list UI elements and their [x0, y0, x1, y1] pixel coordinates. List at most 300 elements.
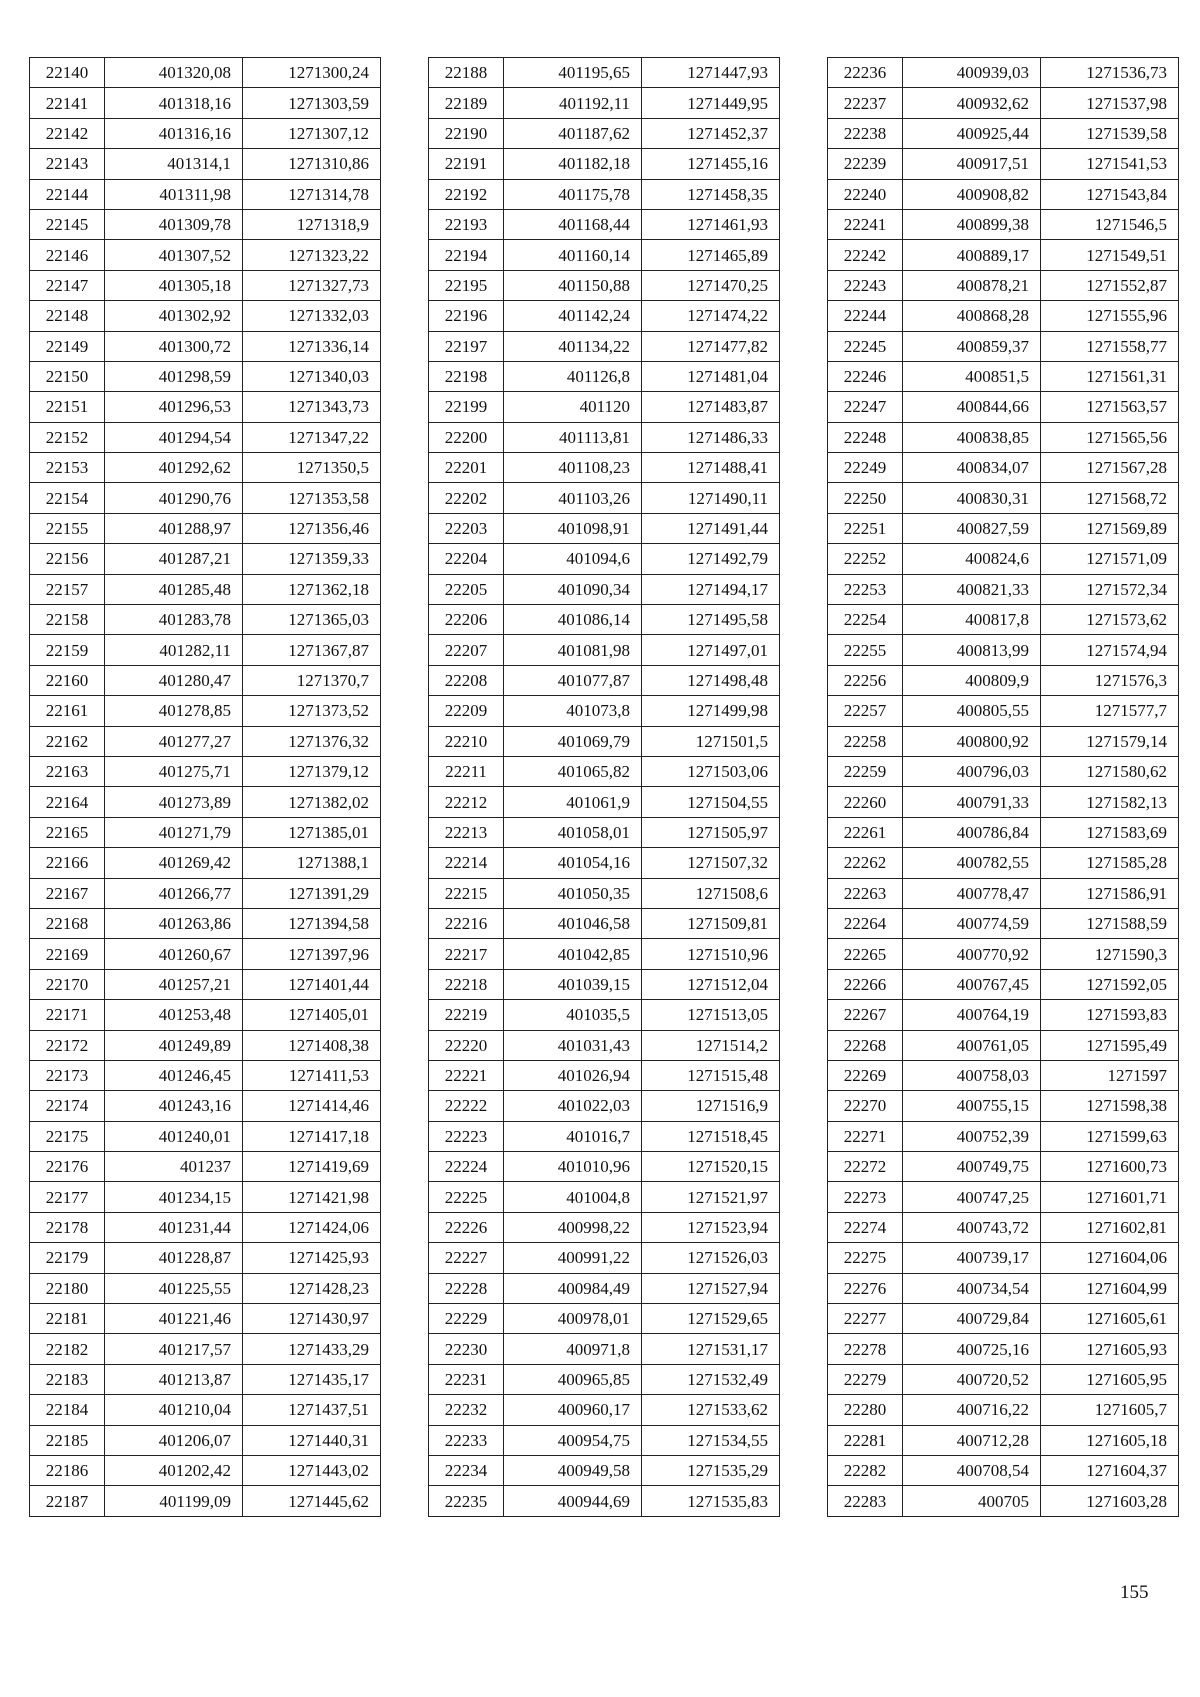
- point-number-cell: 22215: [429, 878, 504, 908]
- y-coordinate-cell: 1271447,93: [642, 58, 780, 88]
- table-row: [30, 665, 381, 695]
- x-coordinate-cell: 401294,54: [105, 422, 243, 452]
- y-coordinate-cell: 1271449,95: [642, 88, 780, 118]
- x-coordinate-cell: 400851,5: [903, 361, 1041, 391]
- table-row: [429, 544, 780, 574]
- point-number-cell: 22259: [828, 756, 903, 786]
- x-coordinate-cell: 401103,26: [504, 483, 642, 513]
- table-row: [30, 209, 381, 239]
- y-coordinate-cell: 1271411,53: [243, 1060, 381, 1090]
- table-row: [828, 1273, 1179, 1303]
- x-coordinate-cell: 401283,78: [105, 605, 243, 635]
- point-number-cell: 22204: [429, 544, 504, 574]
- y-coordinate-cell: 1271580,62: [1041, 756, 1179, 786]
- x-coordinate-cell: 400917,51: [903, 149, 1041, 179]
- table-row: [828, 1030, 1179, 1060]
- page-number: 155: [1120, 1582, 1149, 1603]
- y-coordinate-cell: 1271353,58: [243, 483, 381, 513]
- y-coordinate-cell: 1271529,65: [642, 1304, 780, 1334]
- y-coordinate-cell: 1271565,56: [1041, 422, 1179, 452]
- point-number-cell: 22247: [828, 392, 903, 422]
- point-number-cell: 22161: [30, 696, 105, 726]
- y-coordinate-cell: 1271597: [1041, 1060, 1179, 1090]
- x-coordinate-cell: 401142,24: [504, 301, 642, 331]
- x-coordinate-cell: 400796,03: [903, 756, 1041, 786]
- table-row: [429, 331, 780, 361]
- point-number-cell: 22205: [429, 574, 504, 604]
- y-coordinate-cell: 1271515,48: [642, 1060, 780, 1090]
- x-coordinate-cell: 401266,77: [105, 878, 243, 908]
- table-row: [30, 1364, 381, 1394]
- point-number-cell: 22174: [30, 1091, 105, 1121]
- y-coordinate-cell: 1271532,49: [642, 1364, 780, 1394]
- y-coordinate-cell: 1271563,57: [1041, 392, 1179, 422]
- x-coordinate-cell: 401213,87: [105, 1364, 243, 1394]
- y-coordinate-cell: 1271370,7: [243, 665, 381, 695]
- y-coordinate-cell: 1271592,05: [1041, 969, 1179, 999]
- point-number-cell: 22154: [30, 483, 105, 513]
- y-coordinate-cell: 1271437,51: [243, 1395, 381, 1425]
- table-row: [30, 1425, 381, 1455]
- y-coordinate-cell: 1271514,2: [642, 1030, 780, 1060]
- y-coordinate-cell: 1271376,32: [243, 726, 381, 756]
- point-number-cell: 22222: [429, 1091, 504, 1121]
- x-coordinate-cell: 401260,67: [105, 939, 243, 969]
- table-row: [30, 605, 381, 635]
- point-number-cell: 22171: [30, 1000, 105, 1030]
- x-coordinate-cell: 400739,17: [903, 1243, 1041, 1273]
- point-number-cell: 22274: [828, 1212, 903, 1242]
- x-coordinate-cell: 401314,1: [105, 149, 243, 179]
- table-row: [429, 301, 780, 331]
- table-row: [429, 270, 780, 300]
- point-number-cell: 22145: [30, 209, 105, 239]
- point-number-cell: 22241: [828, 209, 903, 239]
- y-coordinate-cell: 1271516,9: [642, 1091, 780, 1121]
- point-number-cell: 22242: [828, 240, 903, 270]
- point-number-cell: 22172: [30, 1030, 105, 1060]
- table-row: [429, 1273, 780, 1303]
- point-number-cell: 22230: [429, 1334, 504, 1364]
- x-coordinate-cell: 400949,58: [504, 1455, 642, 1485]
- y-coordinate-cell: 1271382,02: [243, 787, 381, 817]
- point-number-cell: 22212: [429, 787, 504, 817]
- point-number-cell: 22148: [30, 301, 105, 331]
- y-coordinate-cell: 1271433,29: [243, 1334, 381, 1364]
- table-row: [429, 878, 780, 908]
- x-coordinate-cell: 401225,55: [105, 1273, 243, 1303]
- table-row: [828, 1243, 1179, 1273]
- table-row: [30, 1273, 381, 1303]
- coordinate-table-left: [29, 57, 381, 1517]
- y-coordinate-cell: 1271604,37: [1041, 1455, 1179, 1485]
- y-coordinate-cell: 1271546,5: [1041, 209, 1179, 239]
- table-row: [828, 392, 1179, 422]
- x-coordinate-cell: 401269,42: [105, 848, 243, 878]
- x-coordinate-cell: 401058,01: [504, 817, 642, 847]
- x-coordinate-cell: 400767,45: [903, 969, 1041, 999]
- x-coordinate-cell: 401206,07: [105, 1425, 243, 1455]
- x-coordinate-cell: 401160,14: [504, 240, 642, 270]
- point-number-cell: 22199: [429, 392, 504, 422]
- point-number-cell: 22228: [429, 1273, 504, 1303]
- x-coordinate-cell: 401004,8: [504, 1182, 642, 1212]
- table-row: [429, 605, 780, 635]
- y-coordinate-cell: 1271590,3: [1041, 939, 1179, 969]
- point-number-cell: 22240: [828, 179, 903, 209]
- y-coordinate-cell: 1271605,95: [1041, 1364, 1179, 1394]
- y-coordinate-cell: 1271452,37: [642, 118, 780, 148]
- table-row: [30, 1486, 381, 1516]
- y-coordinate-cell: 1271425,93: [243, 1243, 381, 1273]
- y-coordinate-cell: 1271408,38: [243, 1030, 381, 1060]
- table-row: [828, 1304, 1179, 1334]
- x-coordinate-cell: 401311,98: [105, 179, 243, 209]
- point-number-cell: 22266: [828, 969, 903, 999]
- table-row: [429, 483, 780, 513]
- x-coordinate-cell: 401318,16: [105, 88, 243, 118]
- point-number-cell: 22281: [828, 1425, 903, 1455]
- y-coordinate-cell: 1271488,41: [642, 453, 780, 483]
- x-coordinate-cell: 400755,15: [903, 1091, 1041, 1121]
- x-coordinate-cell: 401050,35: [504, 878, 642, 908]
- table-row: [30, 88, 381, 118]
- x-coordinate-cell: 401309,78: [105, 209, 243, 239]
- point-number-cell: 22169: [30, 939, 105, 969]
- table-row: [429, 1121, 780, 1151]
- table-row: [30, 908, 381, 938]
- point-number-cell: 22201: [429, 453, 504, 483]
- y-coordinate-cell: 1271512,04: [642, 969, 780, 999]
- point-number-cell: 22273: [828, 1182, 903, 1212]
- y-coordinate-cell: 1271571,09: [1041, 544, 1179, 574]
- y-coordinate-cell: 1271508,6: [642, 878, 780, 908]
- y-coordinate-cell: 1271314,78: [243, 179, 381, 209]
- table-row: [828, 817, 1179, 847]
- x-coordinate-cell: 400939,03: [903, 58, 1041, 88]
- point-number-cell: 22223: [429, 1121, 504, 1151]
- table-row: [828, 939, 1179, 969]
- table-row: [30, 817, 381, 847]
- table-row: [429, 908, 780, 938]
- table-row: [30, 58, 381, 88]
- point-number-cell: 22142: [30, 118, 105, 148]
- x-coordinate-cell: 400821,33: [903, 574, 1041, 604]
- y-coordinate-cell: 1271536,73: [1041, 58, 1179, 88]
- x-coordinate-cell: 401175,78: [504, 179, 642, 209]
- point-number-cell: 22214: [429, 848, 504, 878]
- y-coordinate-cell: 1271527,94: [642, 1273, 780, 1303]
- x-coordinate-cell: 400824,6: [903, 544, 1041, 574]
- y-coordinate-cell: 1271605,18: [1041, 1425, 1179, 1455]
- point-number-cell: 22238: [828, 118, 903, 148]
- point-number-cell: 22276: [828, 1273, 903, 1303]
- table-row: [828, 331, 1179, 361]
- x-coordinate-cell: 400889,17: [903, 240, 1041, 270]
- table-row: [429, 1425, 780, 1455]
- y-coordinate-cell: 1271555,96: [1041, 301, 1179, 331]
- x-coordinate-cell: 400800,92: [903, 726, 1041, 756]
- point-number-cell: 22149: [30, 331, 105, 361]
- point-number-cell: 22155: [30, 513, 105, 543]
- x-coordinate-cell: 401090,34: [504, 574, 642, 604]
- x-coordinate-cell: 401168,44: [504, 209, 642, 239]
- y-coordinate-cell: 1271583,69: [1041, 817, 1179, 847]
- x-coordinate-cell: 400758,03: [903, 1060, 1041, 1090]
- table-row: [429, 1000, 780, 1030]
- table-row: [828, 1121, 1179, 1151]
- table-row: [429, 939, 780, 969]
- point-number-cell: 22195: [429, 270, 504, 300]
- point-number-cell: 22144: [30, 179, 105, 209]
- y-coordinate-cell: 1271585,28: [1041, 848, 1179, 878]
- y-coordinate-cell: 1271430,97: [243, 1304, 381, 1334]
- point-number-cell: 22232: [429, 1395, 504, 1425]
- x-coordinate-cell: 400971,8: [504, 1334, 642, 1364]
- point-number-cell: 22197: [429, 331, 504, 361]
- y-coordinate-cell: 1271595,49: [1041, 1030, 1179, 1060]
- table-row: [828, 574, 1179, 604]
- x-coordinate-cell: 400978,01: [504, 1304, 642, 1334]
- point-number-cell: 22229: [429, 1304, 504, 1334]
- y-coordinate-cell: 1271568,72: [1041, 483, 1179, 513]
- table-row: [828, 1364, 1179, 1394]
- x-coordinate-cell: 400770,92: [903, 939, 1041, 969]
- table-row: [828, 179, 1179, 209]
- point-number-cell: 22280: [828, 1395, 903, 1425]
- table-row: [429, 422, 780, 452]
- table-row: [828, 1091, 1179, 1121]
- table-row: [30, 1304, 381, 1334]
- table-row: [429, 665, 780, 695]
- table-row: [828, 118, 1179, 148]
- x-coordinate-cell: 401320,08: [105, 58, 243, 88]
- point-number-cell: 22250: [828, 483, 903, 513]
- point-number-cell: 22182: [30, 1334, 105, 1364]
- x-coordinate-cell: 400720,52: [903, 1364, 1041, 1394]
- x-coordinate-cell: 401275,71: [105, 756, 243, 786]
- point-number-cell: 22163: [30, 756, 105, 786]
- x-coordinate-cell: 401257,21: [105, 969, 243, 999]
- table-row: [828, 240, 1179, 270]
- x-coordinate-cell: 400944,69: [504, 1486, 642, 1516]
- table-row: [30, 544, 381, 574]
- point-number-cell: 22151: [30, 392, 105, 422]
- table-row: [828, 58, 1179, 88]
- y-coordinate-cell: 1271414,46: [243, 1091, 381, 1121]
- point-number-cell: 22220: [429, 1030, 504, 1060]
- y-coordinate-cell: 1271601,71: [1041, 1182, 1179, 1212]
- x-coordinate-cell: 401277,27: [105, 726, 243, 756]
- y-coordinate-cell: 1271477,82: [642, 331, 780, 361]
- x-coordinate-cell: 400984,49: [504, 1273, 642, 1303]
- x-coordinate-cell: 400774,59: [903, 908, 1041, 938]
- y-coordinate-cell: 1271307,12: [243, 118, 381, 148]
- table-row: [828, 1212, 1179, 1242]
- y-coordinate-cell: 1271520,15: [642, 1152, 780, 1182]
- point-number-cell: 22263: [828, 878, 903, 908]
- table-row: [828, 605, 1179, 635]
- x-coordinate-cell: 400734,54: [903, 1273, 1041, 1303]
- table-row: [30, 240, 381, 270]
- point-number-cell: 22244: [828, 301, 903, 331]
- x-coordinate-cell: 401195,65: [504, 58, 642, 88]
- table-row: [30, 179, 381, 209]
- y-coordinate-cell: 1271510,96: [642, 939, 780, 969]
- y-coordinate-cell: 1271303,59: [243, 88, 381, 118]
- point-number-cell: 22146: [30, 240, 105, 270]
- table-row: [828, 908, 1179, 938]
- table-row: [429, 726, 780, 756]
- table-row: [828, 1486, 1179, 1516]
- y-coordinate-cell: 1271483,87: [642, 392, 780, 422]
- table-row: [429, 1182, 780, 1212]
- x-coordinate-cell: 401287,21: [105, 544, 243, 574]
- point-number-cell: 22189: [429, 88, 504, 118]
- table-row: [828, 1000, 1179, 1030]
- y-coordinate-cell: 1271379,12: [243, 756, 381, 786]
- point-number-cell: 22206: [429, 605, 504, 635]
- x-coordinate-cell: 401126,8: [504, 361, 642, 391]
- table-row: [30, 635, 381, 665]
- y-coordinate-cell: 1271417,18: [243, 1121, 381, 1151]
- y-coordinate-cell: 1271356,46: [243, 513, 381, 543]
- point-number-cell: 22152: [30, 422, 105, 452]
- point-number-cell: 22147: [30, 270, 105, 300]
- y-coordinate-cell: 1271533,62: [642, 1395, 780, 1425]
- y-coordinate-cell: 1271535,83: [642, 1486, 780, 1516]
- point-number-cell: 22188: [429, 58, 504, 88]
- x-coordinate-cell: 400747,25: [903, 1182, 1041, 1212]
- y-coordinate-cell: 1271541,53: [1041, 149, 1179, 179]
- x-coordinate-cell: 400716,22: [903, 1395, 1041, 1425]
- table-row: [828, 878, 1179, 908]
- table-row: [30, 1091, 381, 1121]
- table-row: [30, 696, 381, 726]
- point-number-cell: 22162: [30, 726, 105, 756]
- y-coordinate-cell: 1271455,16: [642, 149, 780, 179]
- y-coordinate-cell: 1271526,03: [642, 1243, 780, 1273]
- point-number-cell: 22224: [429, 1152, 504, 1182]
- point-number-cell: 22175: [30, 1121, 105, 1151]
- point-number-cell: 22186: [30, 1455, 105, 1485]
- point-number-cell: 22140: [30, 58, 105, 88]
- point-number-cell: 22245: [828, 331, 903, 361]
- y-coordinate-cell: 1271579,14: [1041, 726, 1179, 756]
- x-coordinate-cell: 401280,47: [105, 665, 243, 695]
- x-coordinate-cell: 401249,89: [105, 1030, 243, 1060]
- y-coordinate-cell: 1271486,33: [642, 422, 780, 452]
- table-row: [30, 361, 381, 391]
- point-number-cell: 22233: [429, 1425, 504, 1455]
- table-row: [429, 88, 780, 118]
- table-row: [30, 149, 381, 179]
- x-coordinate-cell: 401298,59: [105, 361, 243, 391]
- y-coordinate-cell: 1271537,98: [1041, 88, 1179, 118]
- x-coordinate-cell: 400805,55: [903, 696, 1041, 726]
- table-row: [429, 1304, 780, 1334]
- y-coordinate-cell: 1271343,73: [243, 392, 381, 422]
- y-coordinate-cell: 1271490,11: [642, 483, 780, 513]
- x-coordinate-cell: 401217,57: [105, 1334, 243, 1364]
- x-coordinate-cell: 401061,9: [504, 787, 642, 817]
- point-number-cell: 22282: [828, 1455, 903, 1485]
- x-coordinate-cell: 401290,76: [105, 483, 243, 513]
- x-coordinate-cell: 401022,03: [504, 1091, 642, 1121]
- y-coordinate-cell: 1271347,22: [243, 422, 381, 452]
- x-coordinate-cell: 400859,37: [903, 331, 1041, 361]
- y-coordinate-cell: 1271405,01: [243, 1000, 381, 1030]
- table-row: [30, 848, 381, 878]
- table-row: [30, 1243, 381, 1273]
- y-coordinate-cell: 1271501,5: [642, 726, 780, 756]
- table-row: [429, 453, 780, 483]
- x-coordinate-cell: 400827,59: [903, 513, 1041, 543]
- x-coordinate-cell: 401086,14: [504, 605, 642, 635]
- table-row: [30, 301, 381, 331]
- table-row: [828, 301, 1179, 331]
- point-number-cell: 22253: [828, 574, 903, 604]
- y-coordinate-cell: 1271474,22: [642, 301, 780, 331]
- x-coordinate-cell: 401031,43: [504, 1030, 642, 1060]
- y-coordinate-cell: 1271574,94: [1041, 635, 1179, 665]
- table-row: [828, 209, 1179, 239]
- point-number-cell: 22219: [429, 1000, 504, 1030]
- table-row: [30, 1152, 381, 1182]
- table-row: [828, 1425, 1179, 1455]
- x-coordinate-cell: 401253,48: [105, 1000, 243, 1030]
- table-row: [828, 1182, 1179, 1212]
- x-coordinate-cell: 401240,01: [105, 1121, 243, 1151]
- table-row: [828, 361, 1179, 391]
- point-number-cell: 22185: [30, 1425, 105, 1455]
- table-row: [828, 422, 1179, 452]
- y-coordinate-cell: 1271332,03: [243, 301, 381, 331]
- point-number-cell: 22279: [828, 1364, 903, 1394]
- x-coordinate-cell: 401278,85: [105, 696, 243, 726]
- y-coordinate-cell: 1271461,93: [642, 209, 780, 239]
- x-coordinate-cell: 401113,81: [504, 422, 642, 452]
- table-row: [30, 1121, 381, 1151]
- point-number-cell: 22209: [429, 696, 504, 726]
- x-coordinate-cell: 400813,99: [903, 635, 1041, 665]
- x-coordinate-cell: 400954,75: [504, 1425, 642, 1455]
- x-coordinate-cell: 400960,17: [504, 1395, 642, 1425]
- table-row: [429, 817, 780, 847]
- point-number-cell: 22198: [429, 361, 504, 391]
- y-coordinate-cell: 1271310,86: [243, 149, 381, 179]
- y-coordinate-cell: 1271336,14: [243, 331, 381, 361]
- y-coordinate-cell: 1271513,05: [642, 1000, 780, 1030]
- y-coordinate-cell: 1271424,06: [243, 1212, 381, 1242]
- point-number-cell: 22203: [429, 513, 504, 543]
- y-coordinate-cell: 1271359,33: [243, 544, 381, 574]
- point-number-cell: 22254: [828, 605, 903, 635]
- point-number-cell: 22243: [828, 270, 903, 300]
- x-coordinate-cell: 401042,85: [504, 939, 642, 969]
- point-number-cell: 22153: [30, 453, 105, 483]
- x-coordinate-cell: 401282,11: [105, 635, 243, 665]
- table-row: [828, 756, 1179, 786]
- x-coordinate-cell: 401288,97: [105, 513, 243, 543]
- x-coordinate-cell: 401094,6: [504, 544, 642, 574]
- point-number-cell: 22143: [30, 149, 105, 179]
- x-coordinate-cell: 400749,75: [903, 1152, 1041, 1182]
- y-coordinate-cell: 1271523,94: [642, 1212, 780, 1242]
- y-coordinate-cell: 1271507,32: [642, 848, 780, 878]
- table-row: [828, 270, 1179, 300]
- y-coordinate-cell: 1271498,48: [642, 665, 780, 695]
